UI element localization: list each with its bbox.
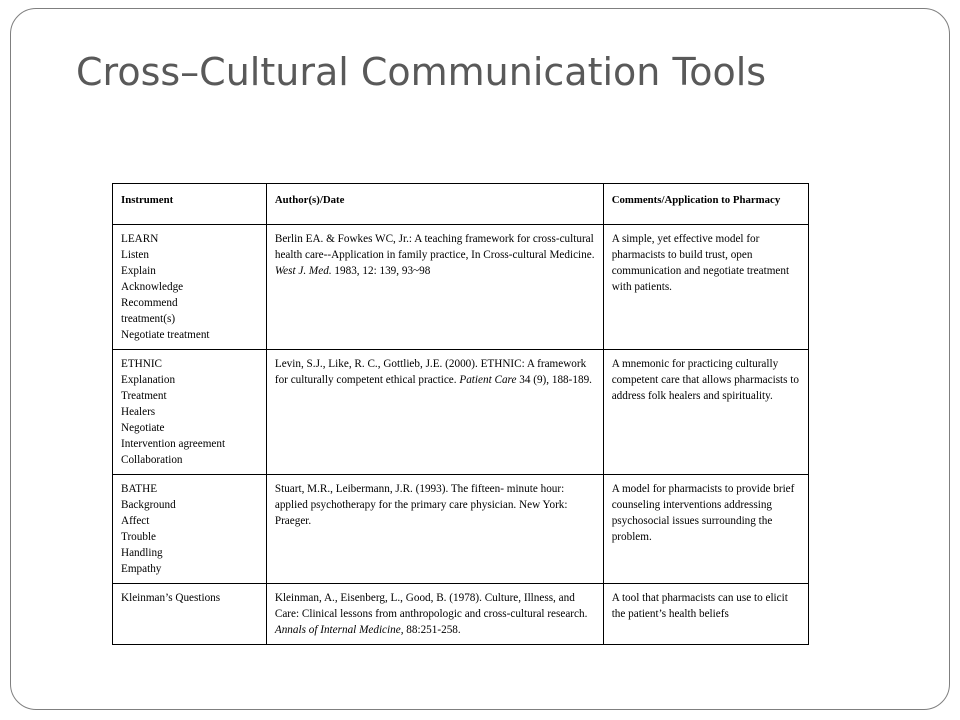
instrument-line: Healers	[121, 406, 156, 418]
slide-title: Cross–Cultural Communication Tools	[76, 50, 767, 94]
instrument-line: Negotiate treatment	[121, 329, 210, 341]
cell-comments: A model for pharmacists to provide brief counseling interventions addressing psychosocial issues surrounding the problem.	[603, 475, 808, 584]
table-row	[113, 584, 809, 645]
instrument-line: Negotiate	[121, 422, 165, 434]
cell-instrument	[113, 225, 267, 350]
cell-instrument	[113, 475, 267, 584]
cell-author-date	[266, 475, 603, 584]
citation-text: Stuart, M.R., Leibermann, J.R. (1993). The fifteen- minute hour: applied psychotherapy for the primary care physician. New York: Praeger.	[274, 483, 568, 527]
header-comments: Comments/Application to Pharmacy	[603, 184, 808, 225]
cell-comments: A simple, yet effective model for pharmacists to build trust, open communication and negotiate treatment with patients.	[603, 225, 808, 350]
header-author-date: Author(s)/Date	[266, 184, 603, 225]
cell-author-date	[266, 350, 603, 475]
cell-author-date	[266, 225, 603, 350]
communication-tools-table	[112, 183, 809, 645]
cell-instrument	[113, 350, 267, 475]
citation-journal: Patient Care	[459, 374, 517, 386]
instrument-line: Treatment	[121, 390, 167, 402]
citation-journal: West J. Med.	[274, 265, 332, 277]
table-row	[113, 475, 809, 584]
instrument-line: ETHNIC	[121, 358, 163, 370]
instrument-line: Trouble	[121, 531, 157, 543]
cell-comments: A tool that pharmacists can use to elicit the patient’s health beliefs	[603, 584, 808, 645]
cell-author-date	[266, 584, 603, 645]
table-header-row	[113, 184, 809, 225]
instrument-line: Explanation	[121, 374, 176, 386]
instrument-line: treatment(s)	[121, 313, 176, 325]
citation-volume: 88:251-258.	[403, 624, 461, 636]
citation-volume: 34 (9), 188-189.	[516, 374, 592, 386]
instrument-line: Explain	[121, 265, 156, 277]
instrument-line: Recommend	[121, 297, 178, 309]
instrument-line: Collaboration	[121, 454, 183, 466]
instrument-line: Empathy	[121, 563, 162, 575]
citation-volume: 1983, 12: 139, 93~98	[331, 265, 431, 277]
citation-text: Levin, S.J., Like, R. C., Gottlieb, J.E. (2000). ETHNIC: A framework for culturally competent ethical practice.	[274, 358, 587, 386]
table-row	[113, 350, 809, 475]
instrument-line: Affect	[121, 515, 150, 527]
instrument-line: Intervention agreement	[121, 438, 226, 450]
header-instrument: Instrument	[113, 184, 267, 225]
citation-text: Berlin EA. & Fowkes WC, Jr.: A teaching framework for cross-cultural health care--Application in family practice, In Cross-cultural Medicine.	[274, 233, 595, 261]
cell-comments: A mnemonic for practicing culturally competent care that allows pharmacists to address folk healers and spirituality.	[603, 350, 808, 475]
table-row	[113, 225, 809, 350]
table-body	[113, 225, 809, 645]
citation-journal: Annals of Internal Medicine,	[274, 624, 404, 636]
instrument-line: Background	[121, 499, 176, 511]
citation-text: Kleinman, A., Eisenberg, L., Good, B. (1978). Culture, Illness, and Care: Clinical lessons from anthropologic and cross-cultural research.	[274, 592, 588, 620]
instrument-line: Handling	[121, 547, 163, 559]
instrument-line: Kleinman’s Questions	[121, 592, 221, 604]
cell-instrument	[113, 584, 267, 645]
instrument-line: Acknowledge	[121, 281, 184, 293]
instrument-line: Listen	[121, 249, 149, 261]
instrument-line: LEARN	[121, 233, 159, 245]
instrument-line: BATHE	[121, 483, 158, 495]
